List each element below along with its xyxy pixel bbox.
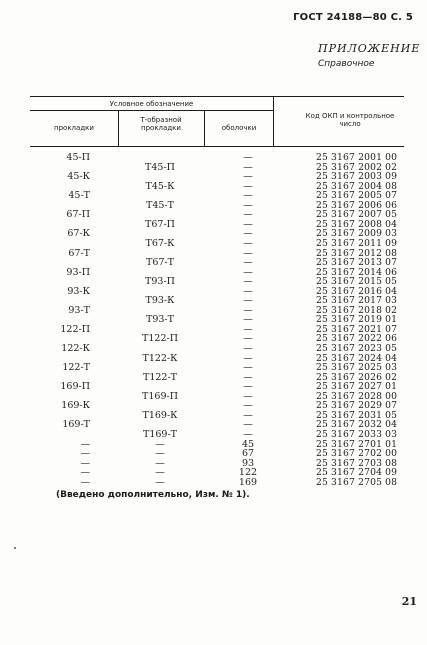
cell-okp-code: 25 3167 2705 08: [316, 477, 398, 488]
cell-shell: —: [243, 181, 253, 192]
cell-okp-code: 25 3167 2704 09: [316, 467, 398, 478]
cell-okp-code: 25 3167 2007 05: [316, 209, 398, 220]
cell-tee-gasket: Т169-П: [142, 391, 178, 402]
cell-shell: —: [243, 429, 253, 440]
cell-shell: —: [243, 257, 253, 268]
cell-gasket: 93-К: [67, 286, 90, 297]
cell-shell: —: [243, 152, 253, 163]
cell-shell: —: [243, 305, 253, 316]
cell-okp-code: 25 3167 2702 00: [316, 448, 398, 459]
cell-shell: 45: [241, 439, 255, 450]
column-divider-2: [204, 110, 205, 146]
cell-tee-gasket: —: [155, 458, 165, 469]
cell-tee-gasket: Т169-Т: [142, 429, 177, 440]
cell-gasket: —: [80, 477, 90, 488]
cell-okp-code: 25 3167 2026 02: [316, 372, 398, 383]
cell-shell: —: [243, 400, 253, 411]
cell-gasket: 45-П: [66, 152, 90, 163]
cell-gasket: 45-К: [67, 171, 90, 182]
cell-shell: —: [243, 162, 253, 173]
cell-shell: —: [243, 238, 253, 249]
cell-gasket: 45-Т: [68, 190, 90, 201]
cell-tee-gasket: Т67-К: [145, 238, 175, 249]
cell-okp-code: 25 3167 2029 07: [316, 400, 398, 411]
cell-okp-code: 25 3167 2021 07: [316, 324, 398, 335]
cell-okp-code: 25 3167 2017 03: [316, 295, 398, 306]
cell-okp-code: 25 3167 2024 04: [316, 353, 398, 364]
cell-shell: —: [243, 324, 253, 335]
table-top-rule: [30, 96, 404, 97]
cell-shell: —: [243, 267, 253, 278]
cell-shell: 93: [241, 458, 255, 469]
cell-shell: —: [243, 333, 253, 344]
cell-okp-code: 25 3167 2015 05: [316, 276, 398, 287]
cell-shell: —: [243, 391, 253, 402]
scan-speck: [14, 547, 16, 549]
cell-shell: —: [243, 219, 253, 230]
cell-tee-gasket: Т67-Т: [146, 257, 174, 268]
cell-okp-code: 25 3167 2009 03: [316, 228, 398, 239]
cell-okp-code: 25 3167 2022 06: [316, 333, 398, 344]
cell-okp-code: 25 3167 2703 08: [316, 458, 398, 469]
group-header: Условное обозначение: [109, 100, 194, 108]
cell-okp-code: 25 3167 2031 05: [316, 410, 398, 421]
cell-tee-gasket: —: [155, 448, 165, 459]
cell-okp-code: 25 3167 2701 01: [316, 439, 398, 450]
cell-gasket: —: [80, 458, 90, 469]
column-header-tee-gasket: Т-образной прокладки: [140, 116, 182, 132]
column-header-gasket: прокладки: [54, 124, 94, 132]
table-header-bottom-rule: [30, 146, 404, 147]
cell-shell: —: [243, 372, 253, 383]
column-divider-3: [273, 96, 274, 146]
appendix-subtitle: Справочное: [318, 59, 375, 69]
cell-tee-gasket: —: [155, 439, 165, 450]
cell-tee-gasket: Т93-Т: [146, 314, 174, 325]
cell-shell: —: [243, 190, 253, 201]
cell-tee-gasket: —: [155, 467, 165, 478]
cell-gasket: 67-П: [66, 209, 90, 220]
cell-gasket: 122-Т: [62, 362, 90, 373]
cell-gasket: 67-Т: [68, 248, 90, 259]
cell-tee-gasket: Т122-Т: [142, 372, 177, 383]
page-header: ГОСТ 24188—80 С. 5: [293, 12, 413, 23]
cell-okp-code: 25 3167 2003 09: [316, 171, 398, 182]
cell-tee-gasket: Т169-К: [142, 410, 178, 421]
cell-shell: —: [243, 276, 253, 287]
cell-gasket: 169-К: [61, 400, 90, 411]
cell-shell: —: [243, 410, 253, 421]
cell-tee-gasket: Т122-П: [142, 333, 178, 344]
column-divider-1: [118, 110, 119, 146]
cell-gasket: 93-Т: [68, 305, 90, 316]
cell-tee-gasket: Т67-П: [145, 219, 175, 230]
cell-tee-gasket: Т45-К: [145, 181, 175, 192]
cell-okp-code: 25 3167 2002 02: [316, 162, 398, 173]
cell-shell: 169: [238, 477, 258, 488]
cell-gasket: 67-К: [67, 228, 90, 239]
cell-okp-code: 25 3167 2023 05: [316, 343, 398, 354]
cell-okp-code: 25 3167 2016 04: [316, 286, 398, 297]
group-header-rule: [30, 110, 273, 111]
cell-tee-gasket: Т93-П: [145, 276, 175, 287]
cell-gasket: 122-П: [60, 324, 90, 335]
cell-okp-code: 25 3167 2019 01: [316, 314, 398, 325]
column-header-shell: оболочки: [221, 124, 257, 132]
cell-tee-gasket: Т45-Т: [146, 200, 174, 211]
cell-tee-gasket: Т45-П: [145, 162, 175, 173]
cell-gasket: 169-П: [60, 381, 90, 392]
cell-shell: 67: [241, 448, 255, 459]
cell-gasket: 122-К: [61, 343, 90, 354]
cell-okp-code: 25 3167 2004 08: [316, 181, 398, 192]
cell-okp-code: 25 3167 2006 06: [316, 200, 398, 211]
cell-okp-code: 25 3167 2018 02: [316, 305, 398, 316]
cell-shell: —: [243, 295, 253, 306]
cell-tee-gasket: Т122-К: [142, 353, 178, 364]
cell-shell: —: [243, 248, 253, 259]
cell-okp-code: 25 3167 2033 03: [316, 429, 398, 440]
cell-okp-code: 25 3167 2032 04: [316, 419, 398, 430]
cell-shell: 122: [238, 467, 258, 478]
cell-tee-gasket: —: [155, 477, 165, 488]
cell-gasket: —: [80, 467, 90, 478]
cell-shell: —: [243, 286, 253, 297]
cell-gasket: —: [80, 448, 90, 459]
cell-gasket: —: [80, 439, 90, 450]
cell-okp-code: 25 3167 2025 03: [316, 362, 398, 373]
cell-okp-code: 25 3167 2008 04: [316, 219, 398, 230]
cell-shell: —: [243, 381, 253, 392]
cell-okp-code: 25 3167 2013 07: [316, 257, 398, 268]
cell-shell: —: [243, 353, 253, 364]
cell-shell: —: [243, 314, 253, 325]
cell-okp-code: 25 3167 2001 00: [316, 152, 398, 163]
cell-okp-code: 25 3167 2028 00: [316, 391, 398, 402]
cell-tee-gasket: Т93-К: [145, 295, 175, 306]
page-number: 21: [401, 595, 417, 608]
cell-gasket: 93-П: [66, 267, 90, 278]
column-header-okp-code: Код ОКП и контрольное число: [305, 112, 395, 128]
cell-gasket: 169-Т: [62, 419, 90, 430]
cell-shell: —: [243, 419, 253, 430]
cell-shell: —: [243, 171, 253, 182]
cell-shell: —: [243, 209, 253, 220]
cell-okp-code: 25 3167 2005 07: [316, 190, 398, 201]
cell-okp-code: 25 3167 2012 08: [316, 248, 398, 259]
cell-shell: —: [243, 343, 253, 354]
cell-okp-code: 25 3167 2011 09: [316, 238, 398, 249]
cell-shell: —: [243, 362, 253, 373]
appendix-title: ПРИЛОЖЕНИЕ: [318, 42, 421, 55]
cell-shell: —: [243, 228, 253, 239]
cell-okp-code: 25 3167 2027 01: [316, 381, 398, 392]
cell-shell: —: [243, 200, 253, 211]
cell-okp-code: 25 3167 2014 06: [316, 267, 398, 278]
amendment-note: (Введено дополнительно, Изм. № 1).: [56, 490, 250, 500]
